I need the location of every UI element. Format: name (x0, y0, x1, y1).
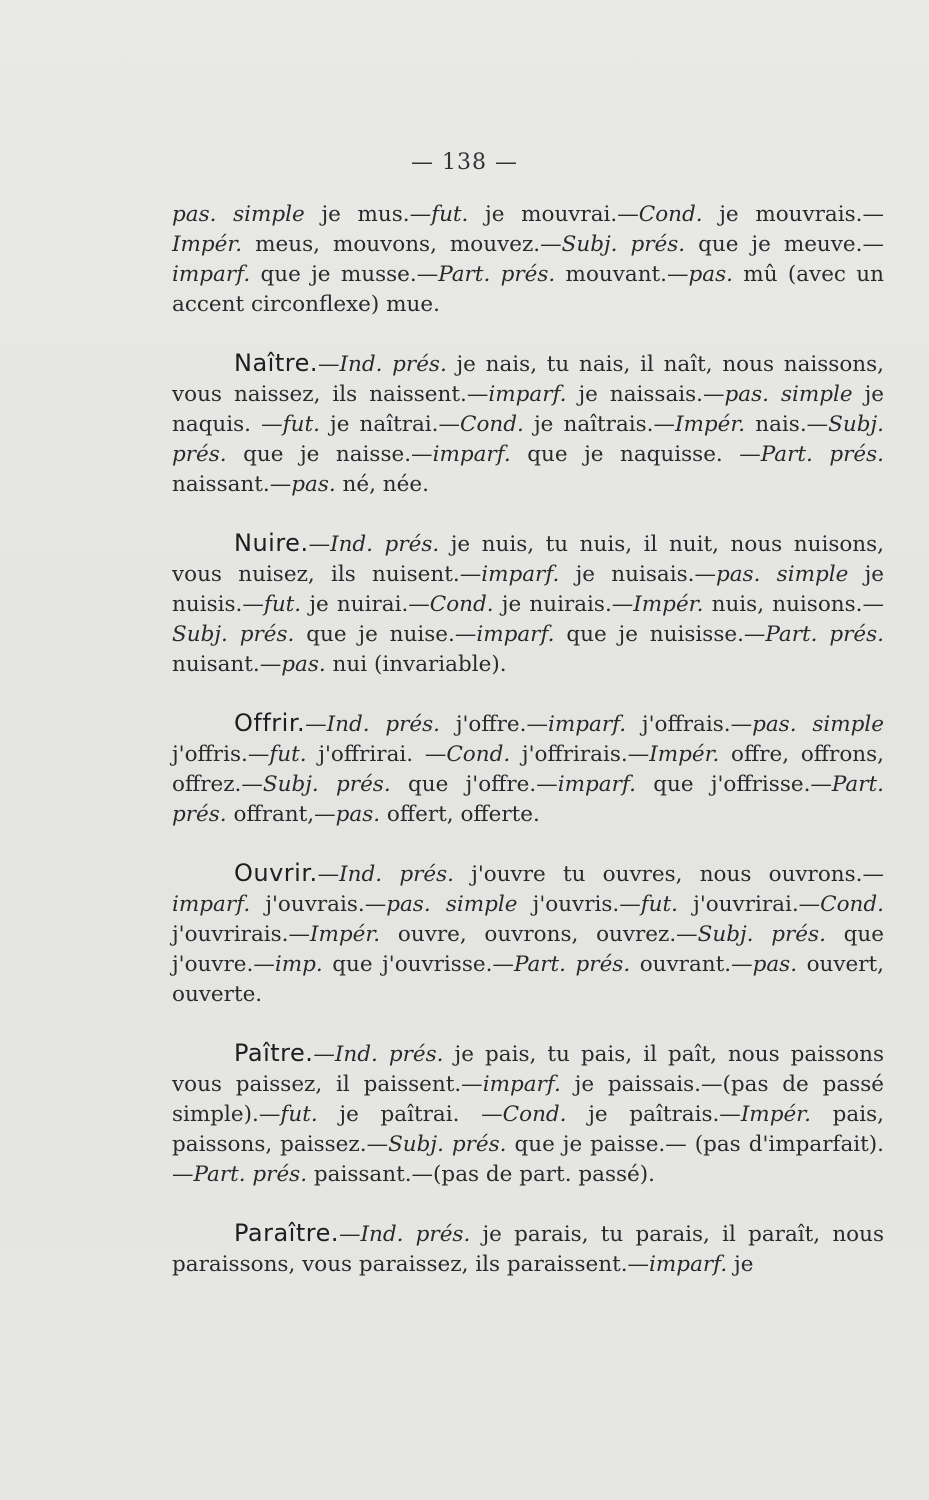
conjugation-text: offert, offerte. (380, 802, 540, 827)
tense-abbreviation: Subj. prés. (262, 772, 391, 797)
conjugation-text: que j'offrisse.— (635, 772, 832, 797)
tense-abbreviation: Part. prés. (760, 442, 884, 467)
tense-abbreviation: pas. simple (386, 892, 518, 917)
tense-abbreviation: Cond. (502, 1102, 567, 1127)
tense-abbreviation: Subj. prés. (388, 1132, 507, 1157)
tense-abbreviation: Impér. (633, 592, 704, 617)
tense-abbreviation: imparf. (476, 622, 555, 647)
tense-abbreviation: Subj. prés. (561, 232, 686, 257)
conjugation-text: je naîtrais.— (523, 412, 676, 437)
conjugation-text: j'ouvris.— (517, 892, 641, 917)
tense-abbreviation: pas. (335, 802, 381, 827)
tense-abbreviation: fut. (640, 892, 678, 917)
verb-heading: Naître. (234, 349, 318, 377)
tense-abbreviation: pas. (752, 952, 798, 977)
conjugation-text: je mus.— (304, 202, 432, 227)
verb-entry (172, 708, 884, 830)
tense-abbreviation: fut. (263, 592, 302, 617)
tense-abbreviation: pas. simple (724, 382, 853, 407)
tense-abbreviation: pas. (291, 472, 336, 497)
conjugation-text: nais.— (745, 412, 829, 437)
conjugation-text: que je meuve.— (685, 232, 884, 257)
verb-entry (172, 858, 884, 1010)
tense-abbreviation: Part. prés. (765, 622, 884, 647)
verb-entry-paragraph (172, 348, 884, 500)
tense-abbreviation: Cond. (446, 742, 511, 767)
conjugation-text: offre, offrons, offrez.— (172, 742, 884, 797)
conjugation-text: nuisant.— (172, 652, 282, 677)
conjugation-text: — (317, 352, 340, 377)
conjugation-text: je naissais.— (566, 382, 725, 407)
tense-abbreviation: Impér. (675, 412, 746, 437)
tense-abbreviation: Ind. prés. (339, 862, 454, 887)
tense-abbreviation: pas. (281, 652, 326, 677)
tense-abbreviation: Subj. prés. (172, 412, 885, 467)
conjugation-text: — (339, 1222, 361, 1247)
conjugation-text: je pais, tu pais, il paît, nous paissons vous paissez, il paissent.— (172, 1042, 885, 1097)
verb-entry-paragraph (172, 528, 884, 680)
conjugation-text: je paîtrais.— (566, 1102, 741, 1127)
tense-abbreviation: pas. simple (172, 202, 305, 227)
verb-entries (172, 348, 884, 1280)
verb-heading: Paraître. (234, 1219, 339, 1247)
conjugation-text: je nais, tu nais, il naît, nous naissons, vous naissez, ils naissent.— (172, 352, 884, 407)
tense-abbreviation: Impér. (740, 1102, 811, 1127)
tense-abbreviation: Part. prés. (513, 952, 631, 977)
verb-heading: Ouvrir. (234, 859, 318, 887)
conjugation-text: que je nuisisse.— (554, 622, 766, 647)
conjugation-text: j'offrais.— (626, 712, 753, 737)
conjugation-text: meus, mouvons, mouvez.— (242, 232, 562, 257)
conjugation-text: je naîtrai.— (319, 412, 461, 437)
tense-abbreviation: fut. (269, 742, 307, 767)
conjugation-text: que j'offre.— (390, 772, 558, 797)
conjugation-text: — (313, 1042, 335, 1067)
verb-entry-paragraph (172, 1038, 884, 1190)
conjugation-text: paissant.—(pas de part. passé). (307, 1162, 655, 1187)
tense-abbreviation: Ind. prés. (334, 1042, 444, 1067)
conjugation-text: je nuisis.— (172, 562, 884, 617)
conjugation-text: j'offrirai. — (306, 742, 447, 767)
tense-abbreviation: imparf. (172, 892, 251, 917)
tense-abbreviation: imparf. (432, 442, 511, 467)
tense-abbreviation: Cond. (429, 592, 494, 617)
conjugation-text: je mouvrais.— (702, 202, 884, 227)
tense-abbreviation: Ind. prés. (326, 712, 441, 737)
conjugation-text: j'ouvrirais.— (172, 922, 311, 947)
verb-entry-paragraph (172, 1218, 884, 1280)
tense-abbreviation: Subj. prés. (697, 922, 826, 947)
conjugation-text: je nuis, tu nuis, il nuit, nous nuisons, vous nuisez, ils nuisent.— (172, 532, 885, 587)
conjugation-text: j'offrirais.— (510, 742, 650, 767)
verb-entry (172, 1218, 884, 1280)
verb-entry-paragraph (172, 708, 884, 830)
conjugation-text: ouvre, ouvrons, ouvrez.— (380, 922, 698, 947)
conjugation-text: né, née. (335, 472, 429, 497)
conjugation-text: que je naisse.— (226, 442, 433, 467)
conjugation-text: — (308, 532, 331, 557)
verb-entry-paragraph (172, 858, 884, 1010)
conjugation-text: je nuisais.— (559, 562, 716, 587)
conjugation-text: mouvant.— (555, 262, 689, 287)
tense-abbreviation: Cond. (820, 892, 884, 917)
verb-heading: Offrir. (234, 709, 306, 737)
tense-abbreviation: fut. (282, 412, 320, 437)
intro-paragraph (172, 200, 884, 320)
tense-abbreviation: imparf. (557, 772, 636, 797)
tense-abbreviation: imparf. (547, 712, 627, 737)
conjugation-text: que j'ouvrisse.— (322, 952, 514, 977)
conjugation-text: que je naquisse. — (510, 442, 761, 467)
verb-entry (172, 528, 884, 680)
page-number: — 138 — (411, 150, 518, 175)
tense-abbreviation: Impér. (649, 742, 720, 767)
conjugation-text: pais, paissons, paissez.— (172, 1102, 884, 1157)
conjugation-text: j'ouvrirai.— (678, 892, 821, 917)
tense-abbreviation: imparf. (649, 1252, 728, 1277)
conjugation-text: que je paisse.— (pas d'imparfait).— (172, 1132, 885, 1187)
page-content (172, 200, 884, 1280)
tense-abbreviation: Ind. prés. (339, 352, 447, 377)
conjugation-text: je paissais.—(pas de passé simple).— (172, 1072, 884, 1127)
verb-entry (172, 1038, 884, 1190)
tense-abbreviation: imparf. (172, 262, 251, 287)
conjugation-text: ouvrant.— (630, 952, 753, 977)
conjugation-text: que je musse.— (250, 262, 439, 287)
conjugation-text: je nuirai.— (301, 592, 430, 617)
conjugation-text: j'offre.— (440, 712, 548, 737)
conjugation-text: — (317, 862, 340, 887)
conjugation-text: je naquis. — (172, 382, 884, 437)
tense-abbreviation: Subj. prés. (172, 622, 295, 647)
conjugation-text: nuis, nuisons.— (703, 592, 884, 617)
tense-abbreviation: fut. (431, 202, 469, 227)
conjugation-text: je mouvrai.— (468, 202, 639, 227)
conjugation-text: j'ouvrais.— (250, 892, 387, 917)
tense-abbreviation: imparf. (482, 1072, 561, 1097)
verb-heading: Paître. (234, 1039, 314, 1067)
tense-abbreviation: fut. (280, 1102, 318, 1127)
tense-abbreviation: pas. (688, 262, 733, 287)
tense-abbreviation: imparf. (488, 382, 567, 407)
conjugation-text: nui (invariable). (325, 652, 507, 677)
conjugation-text: ouvert, ouverte. (172, 952, 884, 1007)
conjugation-text: j'ouvre tu ouvres, nous ouvrons.— (453, 862, 884, 887)
tense-abbreviation: Part. prés. (193, 1162, 308, 1187)
tense-abbreviation: Part. prés. (172, 772, 884, 827)
tense-abbreviation: Impér. (172, 232, 243, 257)
conjugation-text: mû (avec un accent circonflexe) mue. (172, 262, 884, 317)
conjugation-text: je parais, tu parais, il paraît, nous paraissons, vous paraissez, ils paraissent.— (172, 1222, 884, 1277)
tense-abbreviation: Ind. prés. (360, 1222, 471, 1247)
conjugation-text: je paîtrai. — (317, 1102, 503, 1127)
tense-abbreviation: pas. simple (715, 562, 849, 587)
conjugation-text: offrant,— (226, 802, 336, 827)
conjugation-text: j'offris.— (172, 742, 270, 767)
tense-abbreviation: Cond. (460, 412, 524, 437)
conjugation-text: je (727, 1252, 754, 1277)
tense-abbreviation: imp. (274, 952, 323, 977)
conjugation-text: — (305, 712, 327, 737)
conjugation-text: je nuirais.— (493, 592, 634, 617)
tense-abbreviation: pas. simple (752, 712, 884, 737)
tense-abbreviation: Cond. (638, 202, 703, 227)
verb-heading: Nuire. (234, 529, 309, 557)
verb-entry (172, 348, 884, 500)
tense-abbreviation: imparf. (481, 562, 560, 587)
conjugation-text: que je nuise.— (294, 622, 477, 647)
conjugation-text: que j'ouvre.— (172, 922, 884, 977)
tense-abbreviation: Impér. (310, 922, 381, 947)
tense-abbreviation: Ind. prés. (330, 532, 440, 557)
tense-abbreviation: Part. prés. (438, 262, 556, 287)
conjugation-text: naissant.— (172, 472, 292, 497)
